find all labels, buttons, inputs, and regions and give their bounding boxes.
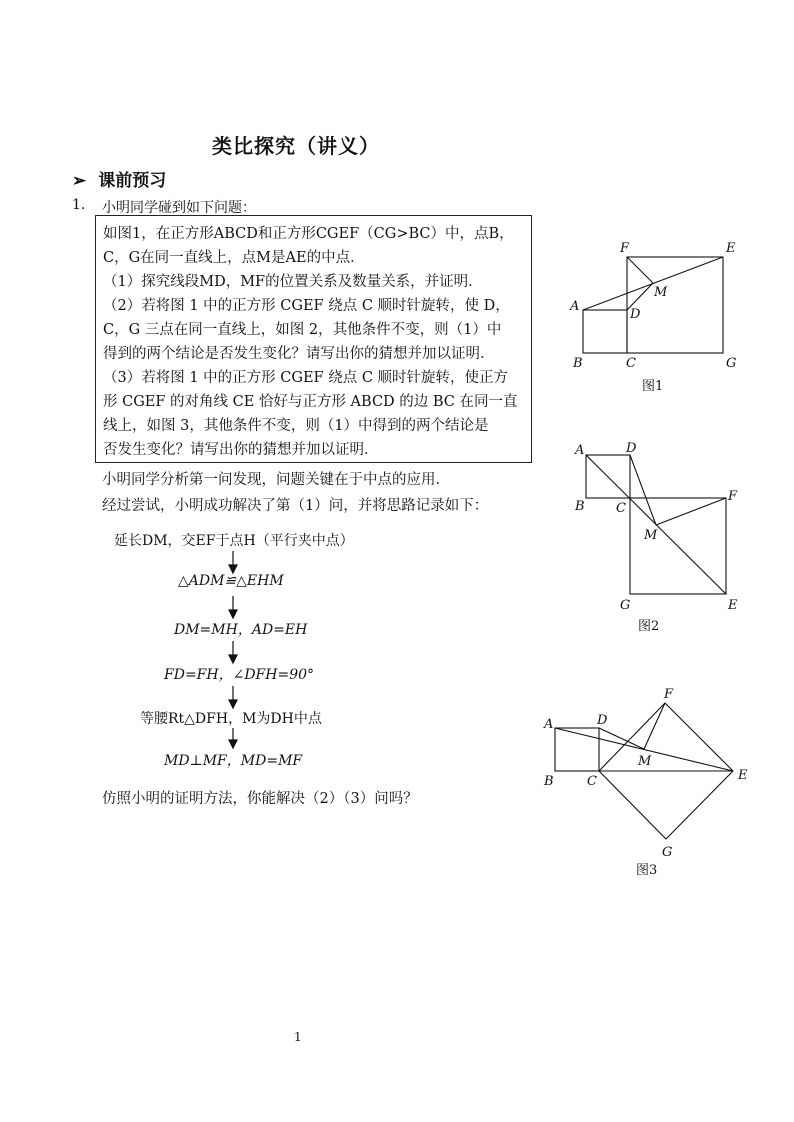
fig3-label-e: E — [738, 768, 748, 783]
fig1-label-a: A — [570, 299, 580, 314]
problem-line: 得到的两个结论是否发生变化？请写出你的猜想并加以证明． — [103, 346, 495, 362]
fig1-label-f: F — [620, 241, 630, 256]
fig3-label-b: B — [544, 774, 554, 789]
fig1-label-b: B — [573, 356, 583, 371]
fig2-label-f: F — [728, 489, 738, 504]
fig1-label-m: M — [654, 285, 668, 300]
fig3-label-g: G — [662, 845, 673, 860]
fig2-label-a: A — [575, 443, 585, 458]
figure-2 — [560, 436, 750, 636]
problem-line: （1）探究线段MD，MF的位置关系及数量关系，并证明． — [103, 274, 483, 290]
fig3-label-m: M — [638, 754, 652, 769]
flow-step: FD=FH，∠DFH=90° — [164, 667, 315, 683]
problem-line: 如图1，在正方形ABCD和正方形CGEF（CG>BC）中，点B， — [103, 226, 514, 242]
fig3-label-f: F — [664, 687, 674, 702]
flow-step: △ADM≌△EHM — [178, 573, 284, 589]
figure-3 — [540, 682, 760, 882]
page-title: 类比探究（讲义） — [212, 134, 380, 158]
fig1-label-g: G — [726, 356, 737, 371]
problem-line: C，G在同一直线上，点M是AE的中点． — [103, 250, 365, 266]
fig3-label-a: A — [544, 717, 554, 732]
question-number: 1. — [72, 197, 86, 213]
flow-step: 延长DM，交EF于点H（平行夹中点） — [114, 533, 354, 549]
fig1-label-e: E — [726, 241, 736, 256]
fig2-label-m: M — [644, 528, 658, 543]
fig2-caption: 图2 — [638, 619, 660, 634]
page-number: 1 — [294, 1030, 302, 1044]
flow-arrows — [220, 545, 250, 755]
problem-line: （3）若将图 1 中的正方形 CGEF 绕点 C 顺时针旋转，使正方 — [103, 370, 509, 386]
fig1-label-c: C — [626, 356, 636, 371]
fig3-label-d: D — [597, 713, 608, 728]
fig2-label-c: C — [616, 501, 626, 516]
problem-line: 线上，如图 3，其他条件不变，则（1）中得到的两个结论是 — [103, 418, 489, 434]
fig1-label-d: D — [630, 307, 641, 322]
fig3-label-c: C — [587, 774, 597, 789]
flow-step: DM=MH，AD=EH — [174, 622, 308, 638]
problem-line: （2）若将图 1 中的正方形 CGEF 绕点 C 顺时针旋转，使 D， — [103, 298, 510, 314]
arrow-bullet-icon: ➢ — [72, 171, 87, 191]
question-intro: 小明同学碰到如下问题： — [102, 200, 256, 216]
figure-1 — [560, 236, 750, 396]
analysis-line: 经过尝试，小明成功解决了第（1）问，并将思路记录如下： — [102, 498, 489, 514]
problem-line: 形 CGEF 的对角线 CE 恰好与正方形 ABCD 的边 BC 在同一直 — [103, 394, 518, 410]
section-heading — [72, 166, 166, 191]
section-title: 课前预习 — [98, 171, 167, 191]
flow-step: 等腰Rt△DFH，M为DH中点 — [140, 711, 322, 727]
fig2-label-e: E — [728, 598, 738, 613]
closing-question: 仿照小明的证明方法，你能解决（2）（3）问吗？ — [102, 791, 418, 807]
fig3-caption: 图3 — [636, 863, 658, 878]
problem-line: C，G 三点在同一直线上，如图 2，其他条件不变，则（1）中 — [103, 322, 502, 338]
fig2-label-d: D — [626, 441, 637, 456]
fig1-caption: 图1 — [642, 379, 664, 394]
problem-line: 否发生变化？请写出你的猜想并加以证明． — [103, 442, 379, 458]
flow-step: MD⊥MF，MD=MF — [164, 753, 303, 769]
fig2-label-g: G — [620, 598, 631, 613]
analysis-line: 小明同学分析第一问发现，问题关键在于中点的应用． — [102, 472, 450, 488]
fig2-label-b: B — [575, 499, 585, 514]
